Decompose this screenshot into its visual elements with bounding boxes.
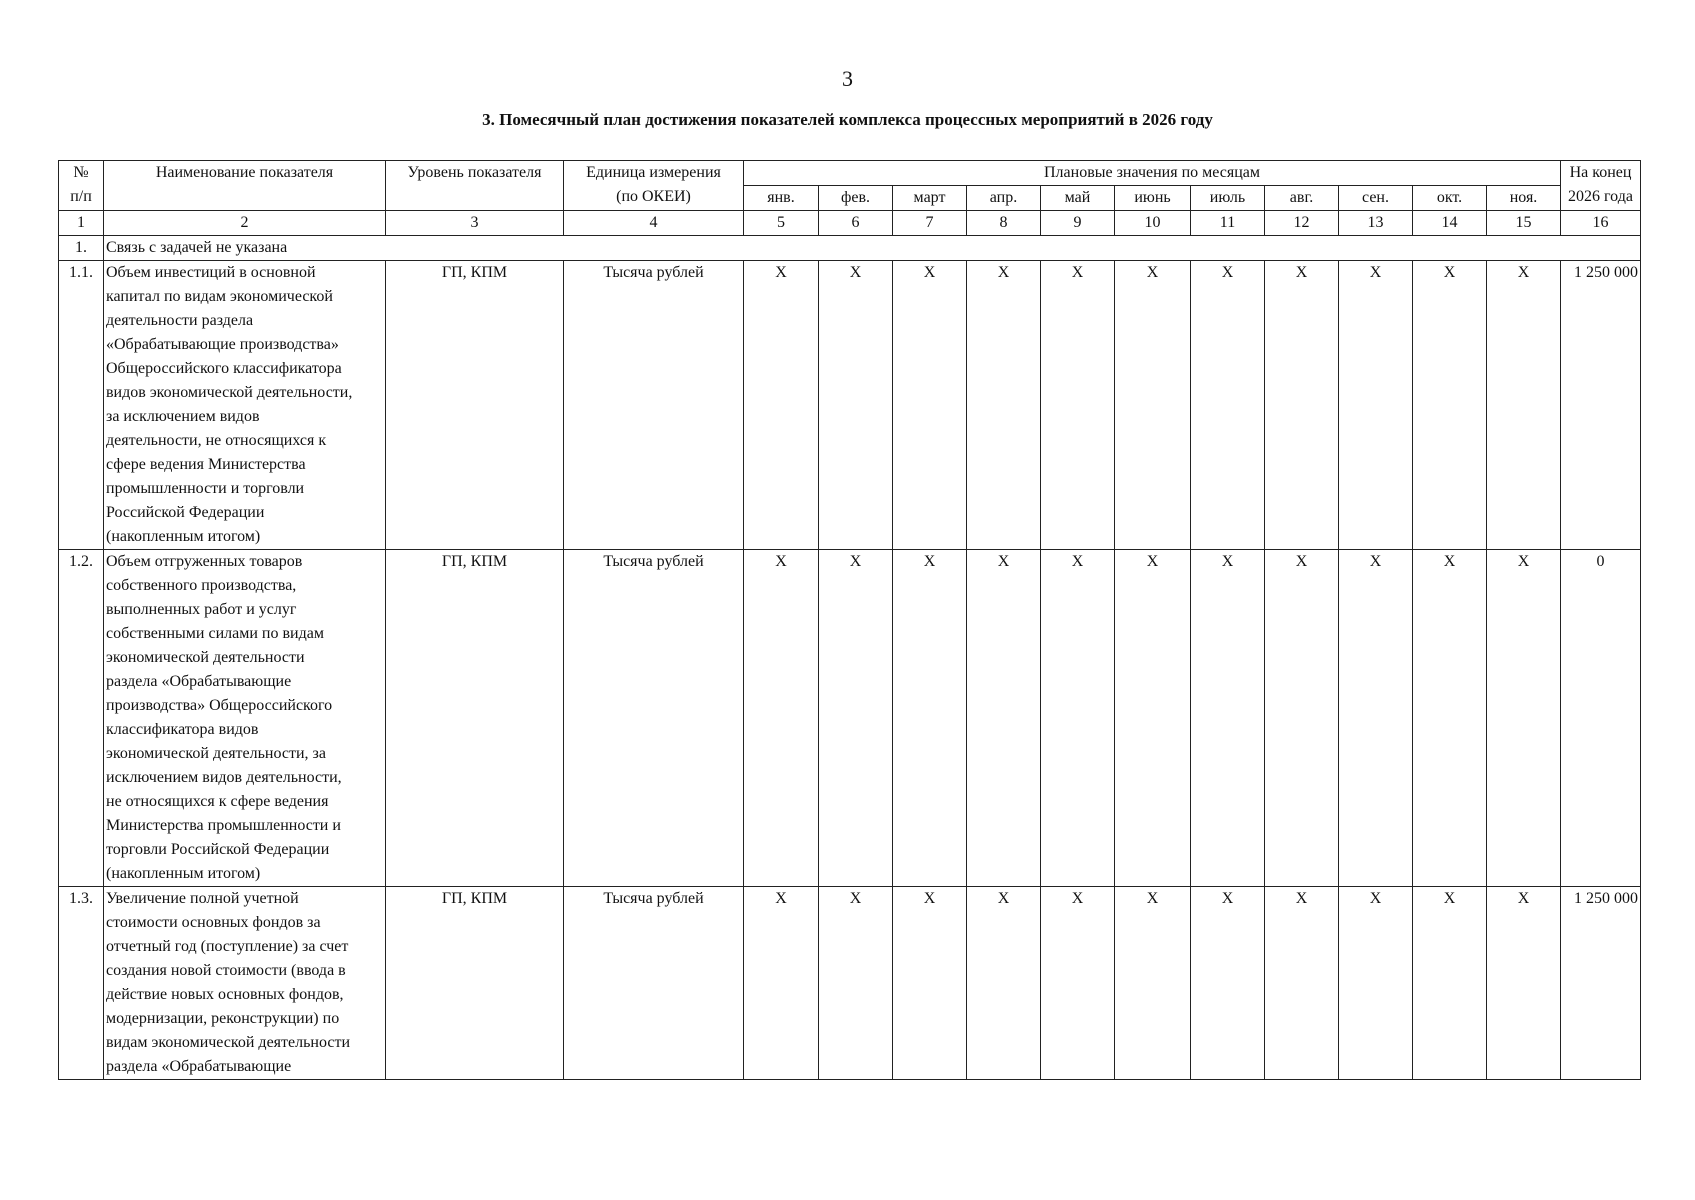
- indicator-name-line: раздела «Обрабатывающие: [106, 673, 292, 690]
- indicator-name: [104, 887, 386, 1080]
- header-month: июль: [1191, 186, 1265, 211]
- column-number: 1: [59, 211, 104, 236]
- indicator-name-line: выполненных работ и услуг: [106, 601, 297, 618]
- month-value: X: [819, 550, 893, 887]
- month-value: X: [1041, 261, 1115, 550]
- indicator-name-line: отчетный год (поступление) за счет: [106, 938, 349, 955]
- indicator-name-line: стоимости основных фондов за: [106, 914, 321, 931]
- month-value: X: [967, 261, 1041, 550]
- table-body: [59, 161, 1641, 1080]
- month-value: X: [744, 887, 819, 1080]
- indicator-name-line: за исключением видов: [106, 408, 260, 425]
- month-value: X: [744, 550, 819, 887]
- indicator-level: ГП, КПМ: [386, 550, 564, 887]
- column-number: 9: [1041, 211, 1115, 236]
- header-month: сен.: [1339, 186, 1413, 211]
- header-month: янв.: [744, 186, 819, 211]
- month-value: X: [1487, 550, 1561, 887]
- indicator-name-line: производства» Общероссийского: [106, 697, 333, 714]
- indicator-name-line: (накопленным итогом): [106, 865, 261, 882]
- indicator-name-line: деятельности раздела: [106, 312, 254, 329]
- column-number: 12: [1265, 211, 1339, 236]
- indicator-name: [104, 261, 386, 550]
- table-row: [59, 887, 1641, 1080]
- month-value: X: [1191, 261, 1265, 550]
- section-name: Связь с задачей не указана: [104, 236, 1641, 261]
- header-month: июнь: [1115, 186, 1191, 211]
- header-month: май: [1041, 186, 1115, 211]
- month-value: X: [819, 887, 893, 1080]
- month-value: X: [1265, 550, 1339, 887]
- month-value: X: [1041, 550, 1115, 887]
- header-month: апр.: [967, 186, 1041, 211]
- month-value: X: [1115, 261, 1191, 550]
- column-number: 16: [1561, 211, 1641, 236]
- indicator-name-line: (накопленным итогом): [106, 528, 261, 545]
- indicator-name-line: деятельности, не относящихся к: [106, 432, 327, 449]
- end-of-year-value: 1 250 000: [1561, 887, 1641, 1080]
- month-value: X: [1115, 887, 1191, 1080]
- indicator-name-line: сфере ведения Министерства: [106, 456, 306, 473]
- indicator-name-line: собственными силами по видам: [106, 625, 324, 642]
- indicator-name-line: «Обрабатывающие производства»: [106, 336, 339, 353]
- indicator-unit: Тысяча рублей: [564, 887, 744, 1080]
- indicator-name: [104, 550, 386, 887]
- indicator-name-line: промышленности и торговли: [106, 480, 305, 497]
- indicator-name-line: видов экономической деятельности,: [106, 384, 353, 401]
- table-row: [59, 550, 1641, 887]
- column-number: 6: [819, 211, 893, 236]
- month-value: X: [893, 261, 967, 550]
- header-month: окт.: [1413, 186, 1487, 211]
- page-number: 3: [842, 66, 853, 91]
- header-level: Уровень показателя: [386, 161, 564, 211]
- header-month: авг.: [1265, 186, 1339, 211]
- header-unit: Единица измерения (по ОКЕИ): [564, 161, 744, 211]
- month-value: X: [967, 887, 1041, 1080]
- month-value: X: [1413, 550, 1487, 887]
- column-number: 3: [386, 211, 564, 236]
- column-number: 8: [967, 211, 1041, 236]
- header-end: На конец 2026 года: [1561, 161, 1641, 211]
- month-value: X: [1339, 261, 1413, 550]
- section-row: [59, 236, 1641, 261]
- indicator-name-line: Объем инвестиций в основной: [106, 264, 316, 281]
- column-number: 11: [1191, 211, 1265, 236]
- month-value: X: [1265, 887, 1339, 1080]
- month-value: X: [1413, 887, 1487, 1080]
- indicator-level: ГП, КПМ: [386, 887, 564, 1080]
- indicator-name-line: Увеличение полной учетной: [106, 890, 299, 907]
- indicator-unit: Тысяча рублей: [564, 261, 744, 550]
- month-value: X: [1115, 550, 1191, 887]
- monthly-plan-table: [58, 160, 1641, 1080]
- indicator-level: ГП, КПМ: [386, 261, 564, 550]
- header-month: ноя.: [1487, 186, 1561, 211]
- month-value: X: [1339, 887, 1413, 1080]
- month-value: X: [1413, 261, 1487, 550]
- indicator-name-line: Общероссийского классификатора: [106, 360, 342, 377]
- month-value: X: [893, 887, 967, 1080]
- indicator-name-line: видам экономической деятельности: [106, 1034, 351, 1051]
- indicator-name-line: модернизации, реконструкции) по: [106, 1010, 340, 1027]
- month-value: X: [1487, 887, 1561, 1080]
- header-month: фев.: [819, 186, 893, 211]
- indicator-name-line: капитал по видам экономической: [106, 288, 333, 305]
- indicator-name-line: торговли Российской Федерации: [106, 841, 330, 858]
- section-num: 1.: [59, 236, 104, 261]
- indicator-name-line: классификатора видов: [106, 721, 259, 738]
- header-name: Наименование показателя: [104, 161, 386, 211]
- month-value: X: [1191, 887, 1265, 1080]
- end-of-year-value: 1 250 000: [1561, 261, 1641, 550]
- month-value: X: [1339, 550, 1413, 887]
- column-number: 4: [564, 211, 744, 236]
- month-value: X: [1191, 550, 1265, 887]
- month-value: X: [1041, 887, 1115, 1080]
- indicator-name-line: действие новых основных фондов,: [106, 986, 344, 1003]
- row-number: 1.1.: [59, 261, 104, 550]
- indicator-name-line: Министерства промышленности и: [106, 817, 341, 834]
- indicator-name-line: не относящихся к сфере ведения: [106, 793, 329, 810]
- column-number: 10: [1115, 211, 1191, 236]
- header-month: март: [893, 186, 967, 211]
- month-value: X: [1265, 261, 1339, 550]
- indicator-name-line: собственного производства,: [106, 577, 297, 594]
- row-number: 1.3.: [59, 887, 104, 1080]
- indicator-name-line: Российской Федерации: [106, 504, 265, 521]
- column-number: 13: [1339, 211, 1413, 236]
- header-monthly: Плановые значения по месяцам: [744, 161, 1561, 186]
- column-numbers-row: [59, 211, 1641, 236]
- indicator-name-line: исключением видов деятельности,: [106, 769, 342, 786]
- indicator-name-line: экономической деятельности, за: [106, 745, 326, 762]
- end-of-year-value: 0: [1561, 550, 1641, 887]
- month-value: X: [819, 261, 893, 550]
- header-row-1: [59, 161, 1641, 186]
- indicator-name-line: экономической деятельности: [106, 649, 305, 666]
- indicator-name-line: раздела «Обрабатывающие: [106, 1058, 292, 1075]
- indicator-name-line: Объем отгруженных товаров: [106, 553, 303, 570]
- column-number: 14: [1413, 211, 1487, 236]
- indicator-name-line: создания новой стоимости (ввода в: [106, 962, 346, 979]
- table-row: [59, 261, 1641, 550]
- month-value: X: [893, 550, 967, 887]
- row-number: 1.2.: [59, 550, 104, 887]
- document-title: 3. Помесячный план достижения показателей комплекса процессных мероприятий в 2026 году: [482, 110, 1213, 129]
- month-value: X: [744, 261, 819, 550]
- header-num: № п/п: [59, 161, 104, 211]
- column-number: 2: [104, 211, 386, 236]
- month-value: X: [967, 550, 1041, 887]
- column-number: 7: [893, 211, 967, 236]
- indicator-unit: Тысяча рублей: [564, 550, 744, 887]
- column-number: 15: [1487, 211, 1561, 236]
- column-number: 5: [744, 211, 819, 236]
- month-value: X: [1487, 261, 1561, 550]
